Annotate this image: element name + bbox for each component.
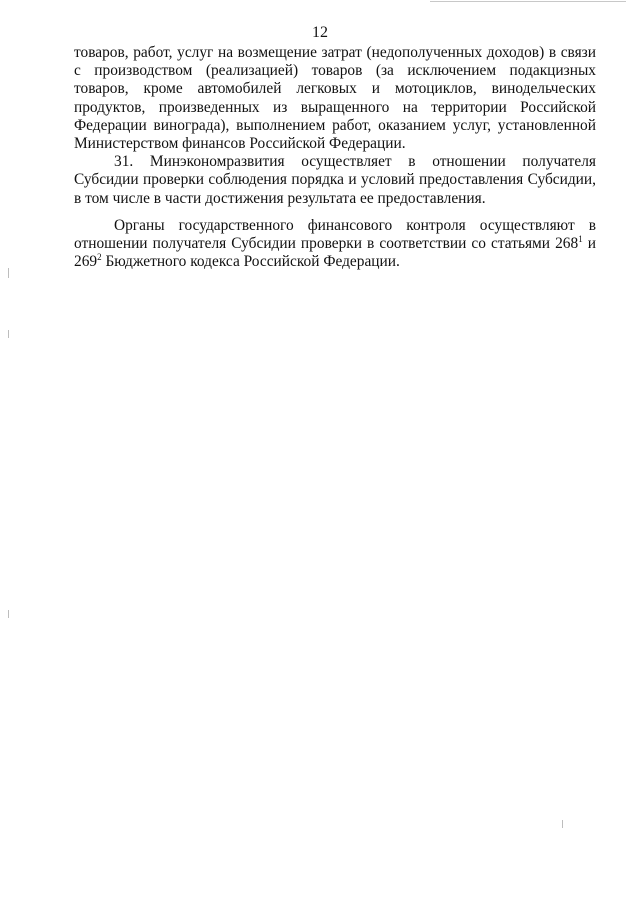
paragraph-31: 31. Минэкономразвития осуществляет в отношении получателя Субсидии проверки соблюдения порядка и условий предоставления Субсидии, в том числе в части достижения результата ее предоставления. <box>74 153 596 207</box>
top-edge-line <box>430 1 626 2</box>
paragraph-text-part2: и 269 <box>74 235 596 271</box>
scan-edge-mark <box>8 268 9 278</box>
scan-edge-mark <box>562 820 563 828</box>
paragraph-financial-control <box>74 217 596 272</box>
page-number: 12 <box>312 24 328 41</box>
paragraph-text-part1: Органы государственного финансового контроля осуществляют в отношении получателя Субсидии проверки в соответствии со статьями 268 <box>74 216 596 253</box>
scan-edge-mark <box>8 610 9 618</box>
superscript-2: 2 <box>97 252 102 263</box>
paragraph-text-part3: Бюджетного кодекса Российской Федерации. <box>101 253 400 271</box>
document-body <box>74 44 596 271</box>
superscript-1: 1 <box>578 234 583 245</box>
scan-edge-mark <box>8 330 9 338</box>
paragraph-continuation: товаров, работ, услуг на возмещение затрат (недополученных доходов) в связи с производством (реализацией) товаров (за исключением подакцизных товаров, кроме автомобилей легковых и мотоциклов, винодельческих продуктов, произведенных из выращенного на территории Российской Федерации винограда), выполнением работ, оказанием услуг, установленной Министерством финансов Российской Федерации. <box>74 44 596 153</box>
